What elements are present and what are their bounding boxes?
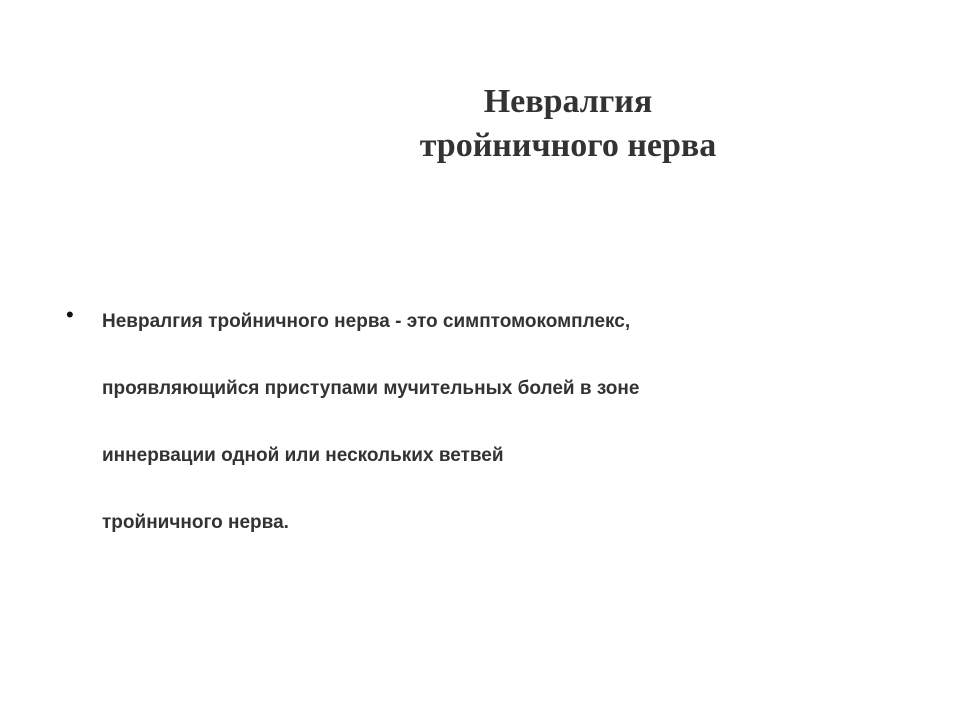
bullet-line-2: проявляющийся приступами мучительных болей в зоне bbox=[102, 378, 640, 399]
slide-title bbox=[318, 80, 818, 168]
title-line-1: Невралгия bbox=[483, 83, 653, 120]
bullet-text bbox=[102, 300, 639, 568]
bullet-line-3: иннервации одной или нескольких ветвей bbox=[102, 445, 504, 466]
bullet-line-4: тройничного нерва. bbox=[102, 512, 289, 533]
bullet-line-1: Невралгия тройничного нерва - это симптомокомплекс, bbox=[102, 311, 631, 332]
bullet-marker: • bbox=[66, 302, 74, 327]
title-line-2: тройничного нерва bbox=[419, 127, 717, 164]
